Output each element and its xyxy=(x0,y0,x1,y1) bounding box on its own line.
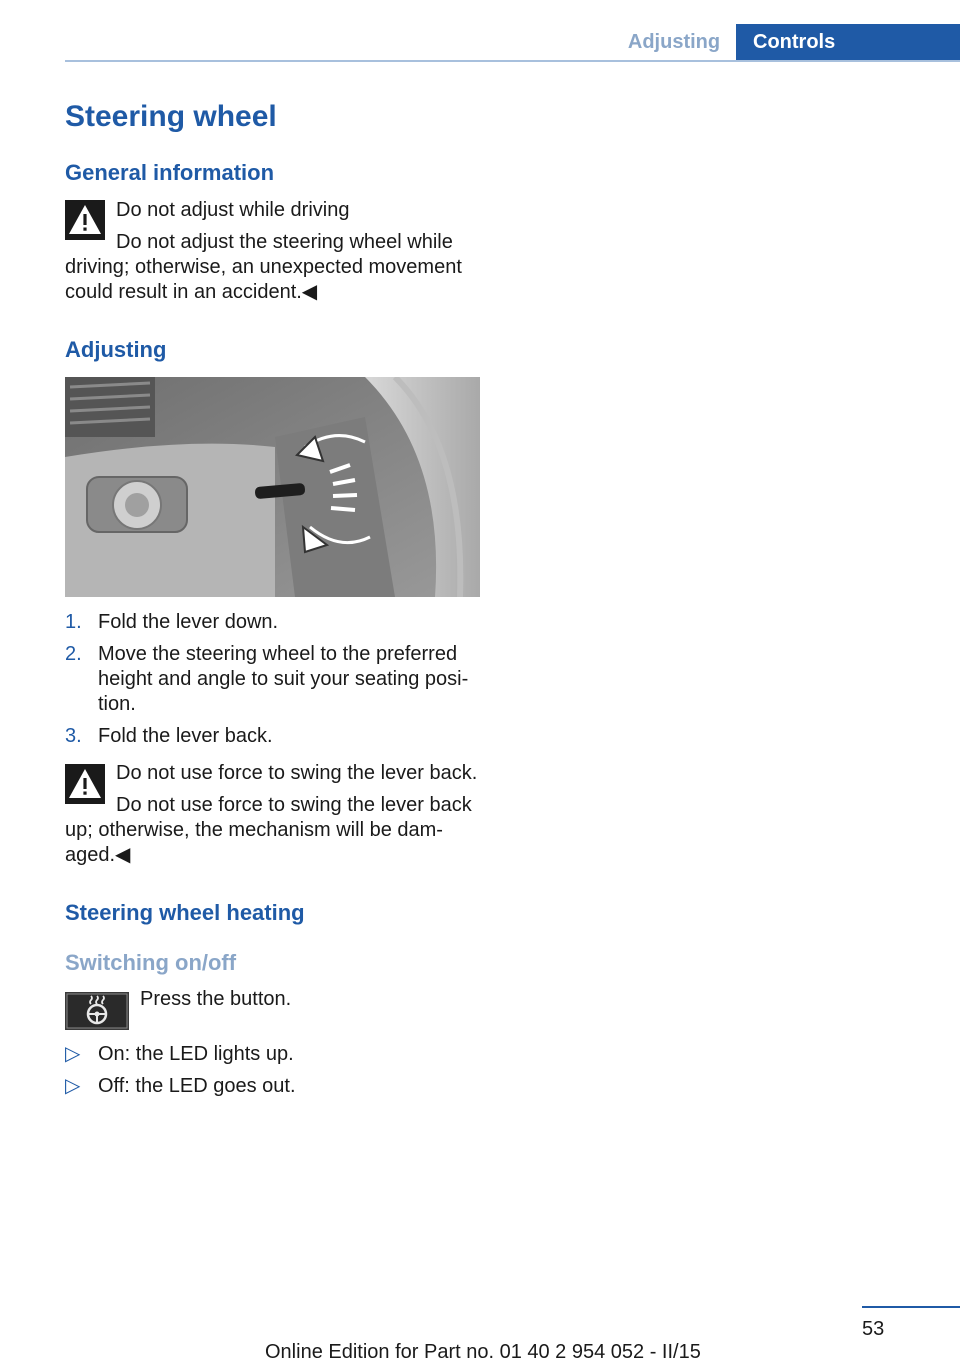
heating-heading: Steering wheel heating xyxy=(65,900,305,925)
warning-triangle-icon xyxy=(65,200,105,240)
step-text: Fold the lever down. xyxy=(98,611,279,633)
adjusting-warning-line: Do not use force to swing the lever back xyxy=(116,794,472,816)
step-text: Fold the lever back. xyxy=(98,725,273,747)
step-number: 2. xyxy=(65,643,82,665)
general-warning-line: Do not adjust the steering wheel while xyxy=(116,231,453,253)
bullet-text: On: the LED lights up. xyxy=(98,1043,294,1065)
footer-edition: Online Edition for Part no. 01 40 2 954 052 - II/15 xyxy=(265,1341,701,1363)
switching-subheading: Switching on/off xyxy=(65,950,237,975)
adjusting-warning-line: up; otherwise, the mechanism will be dam‐ xyxy=(65,819,443,841)
adjusting-warning-line: aged.◀ xyxy=(65,844,131,866)
bullet-icon: ▷ xyxy=(65,1043,81,1065)
steering-column-lever-photo xyxy=(65,377,480,597)
step-number: 3. xyxy=(65,725,82,747)
general-warning-line: could result in an accident.◀ xyxy=(65,281,318,303)
header-rule xyxy=(65,60,960,62)
warning-triangle-icon xyxy=(65,764,105,804)
step-text: Move the steering wheel to the preferred height and angle to suit your seating posi‐tion. xyxy=(98,643,469,715)
general-warning-title: Do not adjust while driving xyxy=(116,199,350,221)
heated-steering-wheel-button-icon xyxy=(65,992,129,1030)
header-chapter-tab: Controls xyxy=(736,24,960,61)
header-section-tab: Adjusting xyxy=(627,31,721,53)
page-title: Steering wheel xyxy=(65,100,277,133)
step-number: 1. xyxy=(65,611,82,633)
page-number: 53 xyxy=(862,1318,885,1340)
footer-rule xyxy=(862,1306,960,1308)
adjusting-warning-title: Do not use force to swing the lever back. xyxy=(116,762,478,784)
general-heading: General information xyxy=(65,160,275,185)
bullet-icon: ▷ xyxy=(65,1075,81,1097)
bullet-text: Off: the LED goes out. xyxy=(98,1075,296,1097)
general-warning-line: driving; otherwise, an unexpected movement xyxy=(65,256,462,278)
heating-instruction: Press the button. xyxy=(140,988,292,1010)
adjusting-heading: Adjusting xyxy=(65,337,167,362)
